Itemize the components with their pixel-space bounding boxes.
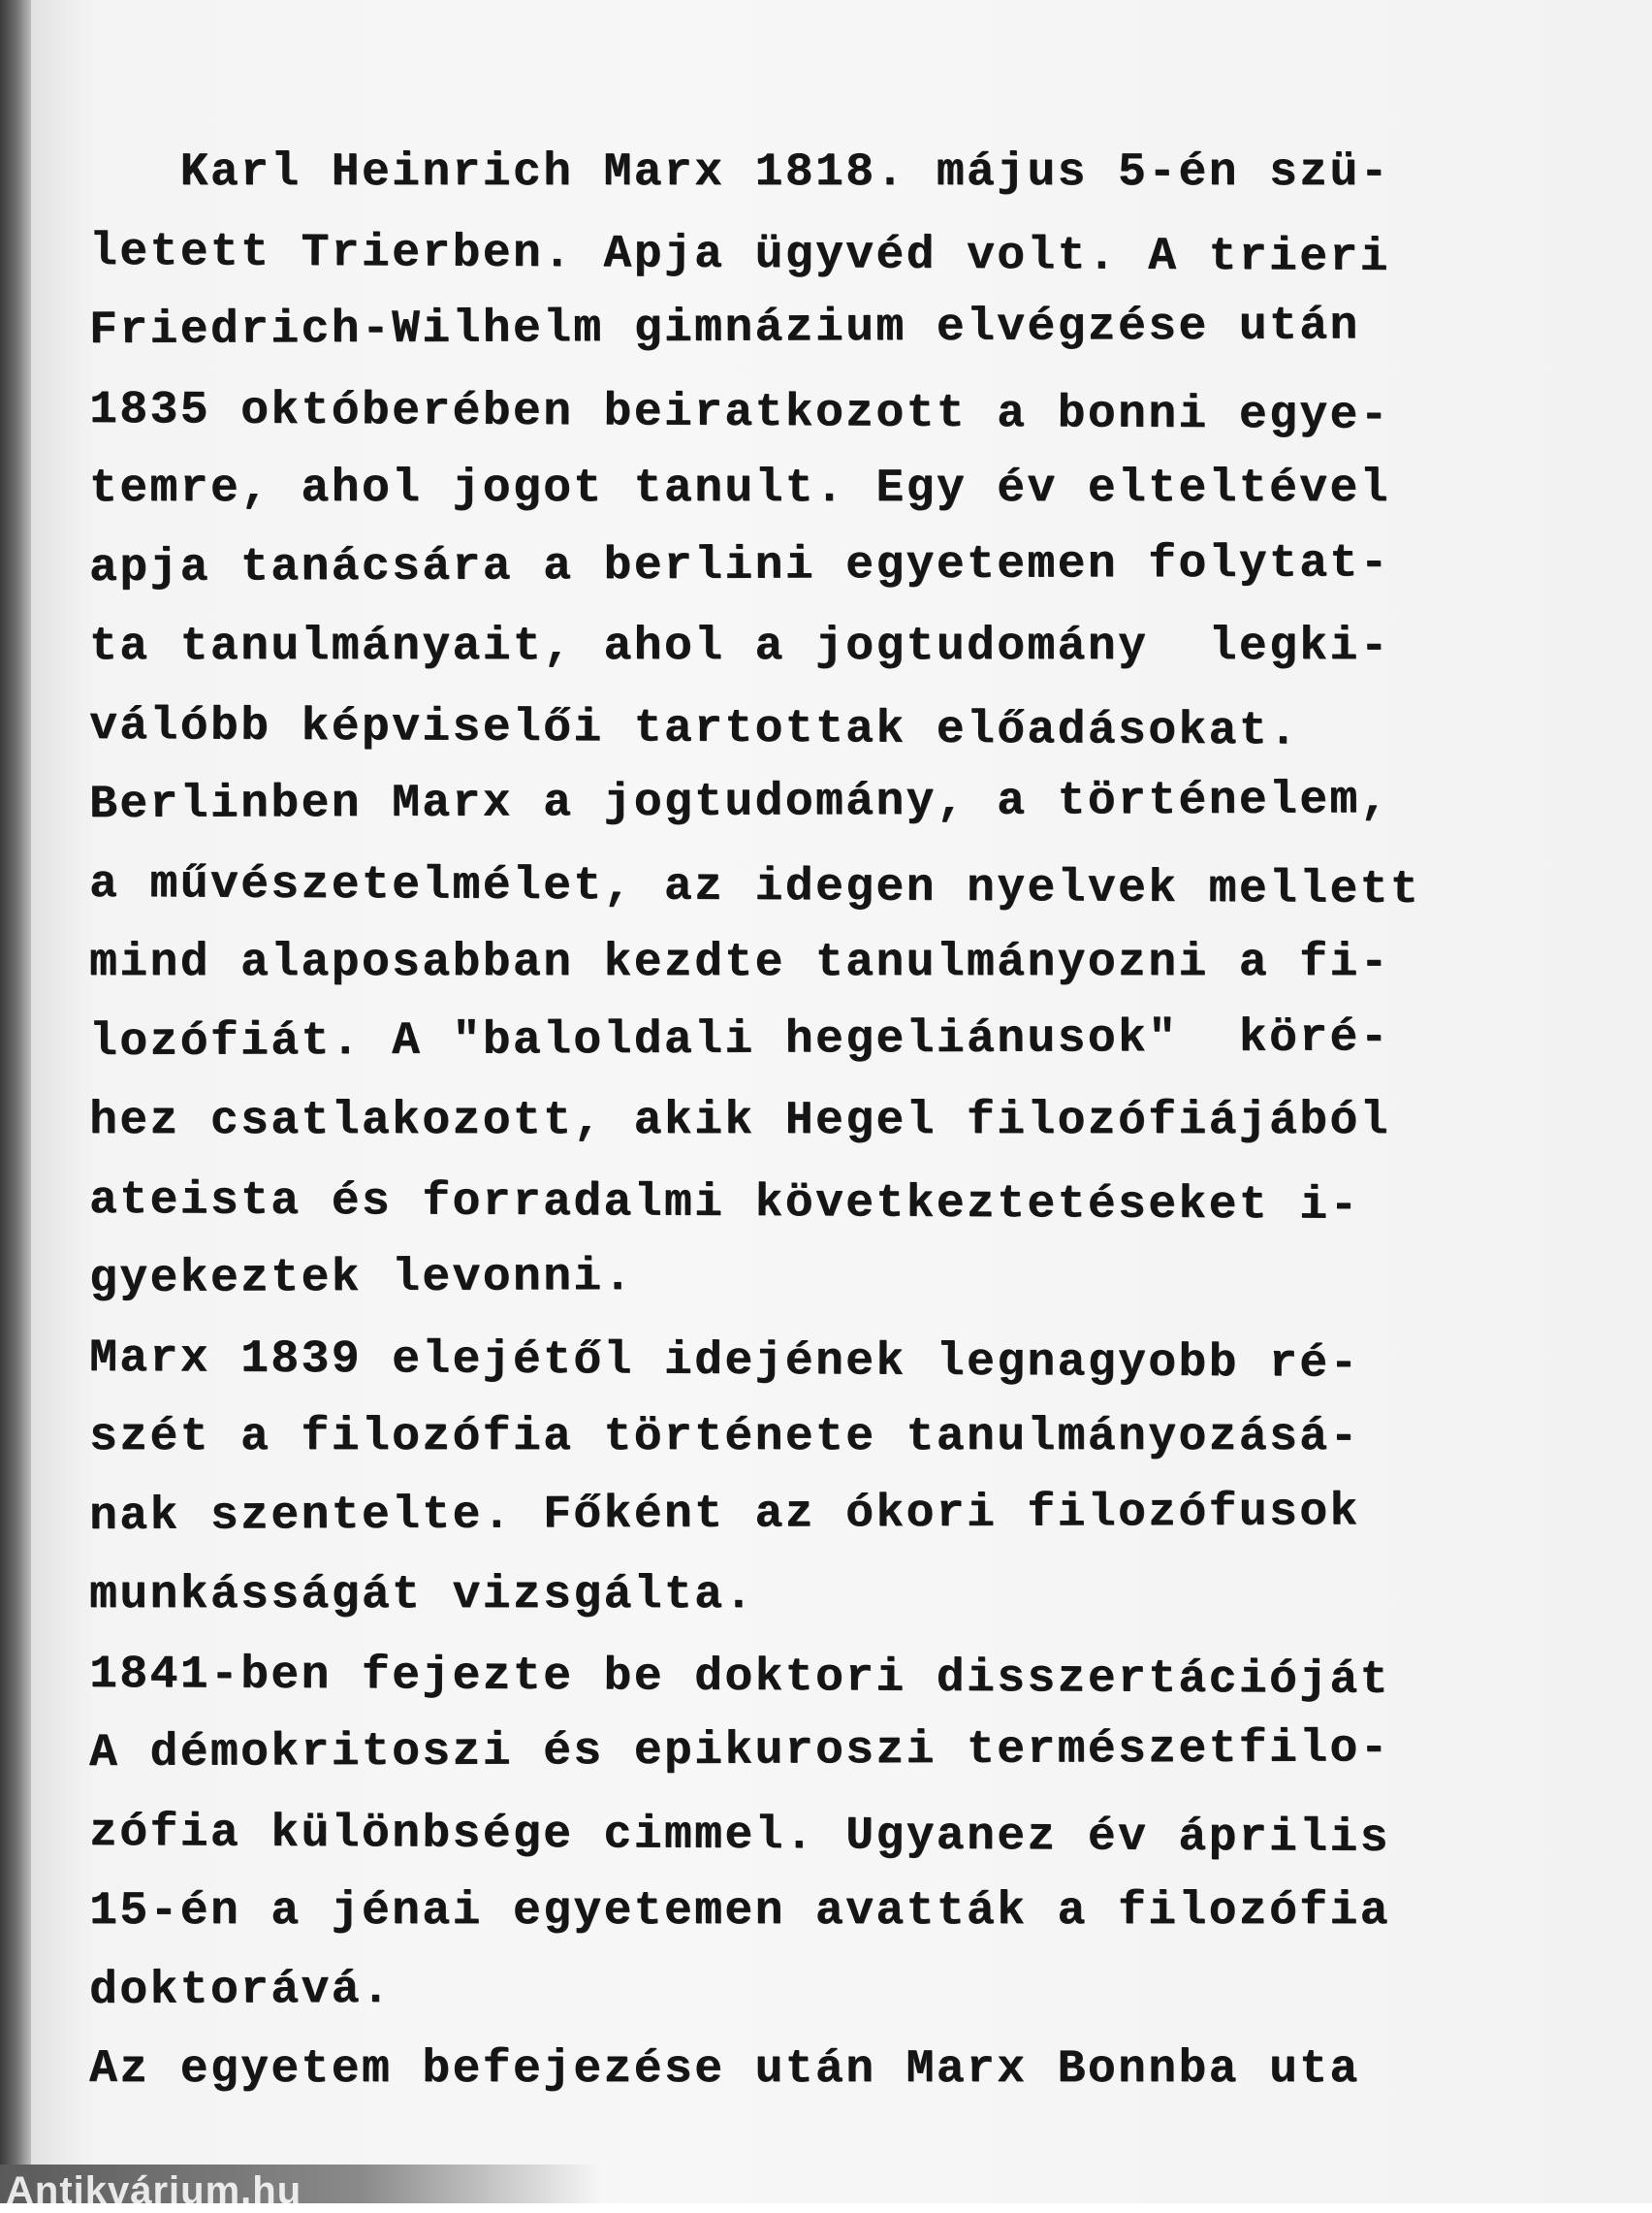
text-line: zófia különbsége cimmel. Ugyanez év április bbox=[88, 1806, 1390, 1865]
text-line: lozófiát. A "baloldali hegeliánusok" köré- bbox=[88, 1010, 1390, 1069]
text-line: temre, ahol jogot tanult. Egy év elteltével bbox=[89, 463, 1390, 515]
text-line: Berlinben Marx a jogtudomány, a történelem, bbox=[88, 774, 1390, 831]
text-line: szét a filozófia története tanulmányozásá- bbox=[89, 1411, 1360, 1463]
typewritten-text-block bbox=[89, 134, 1543, 2110]
text-line: 1835 októberében beiratkozott a bonni egye- bbox=[88, 383, 1390, 442]
text-line: doktorává. bbox=[88, 1963, 393, 2017]
text-line: 1841-ben fejezte be doktori disszertációját bbox=[88, 1648, 1390, 1707]
text-line: munkásságát vizsgálta. bbox=[89, 1569, 755, 1621]
book-page bbox=[31, 0, 1652, 2203]
text-line: válóbb képviselői tartottak előadásokat. bbox=[88, 699, 1300, 757]
text-line: Friedrich-Wilhelm gimnázium elvégzése után bbox=[88, 300, 1360, 357]
text-line: hez csatlakozott, akik Hegel filozófiájából bbox=[89, 1095, 1390, 1147]
watermark-strip bbox=[0, 2165, 601, 2212]
text-line: mind alaposabban kezdte tanulmányozni a fi- bbox=[89, 937, 1390, 989]
watermark-text: Antikvárium.hu bbox=[6, 2169, 302, 2212]
text-line: ta tanulmányait, ahol a jogtudomány legki- bbox=[89, 621, 1390, 673]
text-line: nak szentelte. Főként az ókori filozófusok bbox=[88, 1485, 1360, 1543]
text-line: Marx 1839 elejétől idejének legnagyobb ré- bbox=[88, 1331, 1360, 1391]
text-line: a művészetelmélet, az idegen nyelvek mellett bbox=[88, 857, 1421, 916]
text-line: A démokritoszi és epikuroszi természetfilo- bbox=[88, 1722, 1390, 1780]
text-line: letett Trierben. Apja ügyvéd volt. A trieri bbox=[88, 225, 1390, 284]
text-line: ateista és forradalmi következtetéseket i- bbox=[88, 1173, 1360, 1233]
text-line: Karl Heinrich Marx 1818. május 5-én szü- bbox=[89, 146, 1390, 199]
text-line: gyekeztek levonni. bbox=[88, 1251, 634, 1305]
text-line: apja tanácsára a berlini egyetemen folytat- bbox=[88, 536, 1390, 594]
text-line: Az egyetem befejezése után Marx Bonnba uta bbox=[89, 2043, 1360, 2096]
text-line: 15-én a jénai egyetemen avatták a filozófia bbox=[89, 1885, 1390, 1938]
